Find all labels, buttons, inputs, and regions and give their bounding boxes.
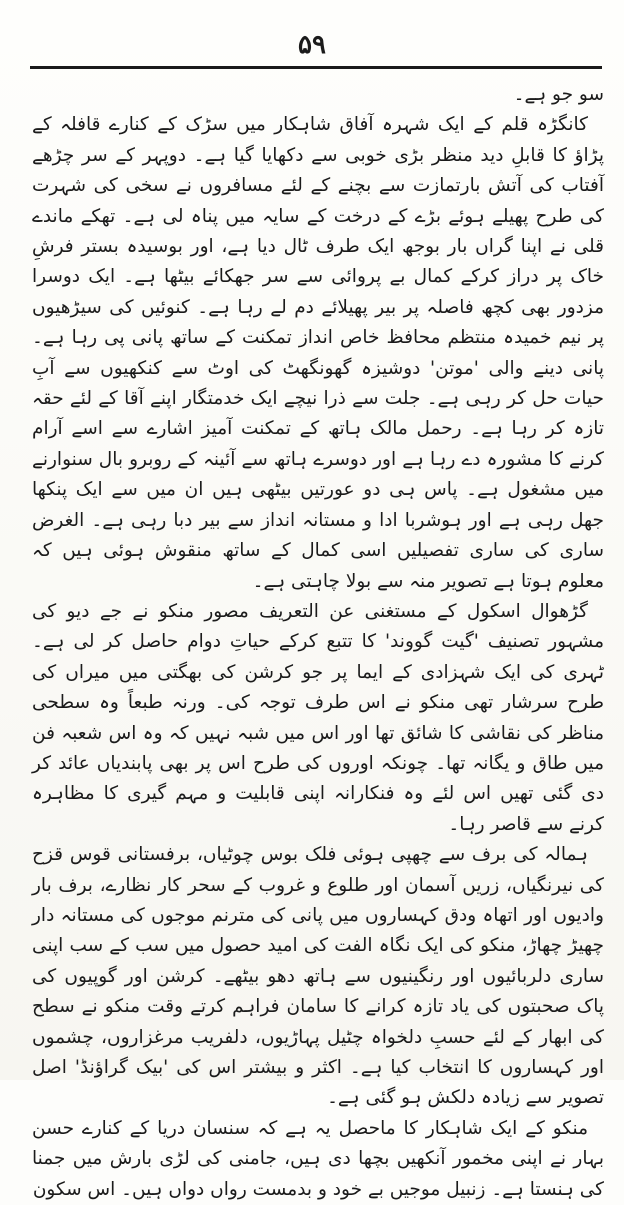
header-rule xyxy=(30,66,602,69)
page-number: ۵۹ xyxy=(298,30,326,60)
paragraph-himalaya-scenery: ہمالہ کی برف سے چھپی ہوئی فلک بوس چوٹیاں، برفستانی قوس قزح کی نیرنگیاں، زریں آسمان اور طلوع و غروب کے سحر کار نظارے، برف بار وادیوں اور اتھاہ ودق کہساروں میں پانی کی مترنم موجوں کی مستانہ دار چھیڑ چھاڑ، منکو کی ایک نگاہ الفت کی امید حصول میں سب کے سب اپنی ساری دلربائیوں اور رنگینیوں سے ہاتھ دھو بیٹھے۔ کرشن اور گوپیوں کی پاک صحبتوں کی یاد تازہ کرانے کا سامان فراہم کرتے وقت منکو نے سطح کی ابھار کے لئے حسبِ دلخواہ چٹیل پہاڑیوں، دلفریب مرغزاروں، چشموں اور کہساروں کا انتخاب کیا ہے۔ اکثر و بیشتر اس کی 'بیک گراؤنڈ' اصل تصویر سے زیادہ دلکش ہو گئی ہے۔ xyxy=(32,844,604,1109)
paragraph-manku-masterpiece: منکو کے ایک شاہکار کا ماحصل یہ ہے کہ سنسان دریا کے کنارے حسن بہار نے اپنی مخمور آنکھیں بچھا دی ہیں، جامنی کی لڑی بارش میں جمنا کی ہنستا ہے۔ زنبیل موجیں بے خود و بدمست رواں دواں ہیں۔ اس سکون xyxy=(32,1117,604,1200)
paragraph-garhwal-school: گڑھوال اسکول کے مستغنی عن التعریف مصور منکو نے جے دیو کی مشہور تصنیف 'گیت گووند' کا تتبع کرکے حیاتِ دوام حاصل کر لی ہے۔ ٹہری کی ایک شہزادی کے ایما پر جو کرشن کی بھگتی میں میراں کی طرح سرشار تھی منکو نے اس طرف توجہ کی۔ ورنہ طبعاً وہ سطحی مناظر کی نقاشی کا شائق تھا اور اس میں شبہ نہیں کہ وہ اس شعبہ فن میں طاق و یگانہ تھا۔ چونکہ اوروں کی طرح اس پر بھی پابندیاں عائد کر دی گئی تھیں اس لئے وہ فنکارانہ اپنی قابلیت و مہم گیری کا مظاہرہ کرنے سے قاصر رہا۔ xyxy=(32,600,604,835)
body-text xyxy=(32,80,604,1205)
paragraph-kangra-painting: کانگڑہ قلم کے ایک شہرہ آفاق شاہکار میں سڑک کے کنارے قافلہ کے پڑاؤ کا قابلِ دید منظر بڑی خوبی سے دکھایا گیا ہے۔ دوپہر کے سر چڑھے آفتاب کی آتش بارتمازت سے بچنے کے لئے مسافروں نے سخی کی شہرت کی طرح پھیلے ہوئے بڑے کے درخت کے سایہ میں پناہ لی ہے۔ تھکے ماندے قلی نے اپنا گراں بار بوجھ ایک طرف ٹال دیا ہے، اور بوسیدہ بستر فرشِ خاک پر دراز کرکے کمال بے پروائی سے سر جھکائے بیٹھا ہے۔ ایک دوسرا مزدور بھی کچھ فاصلہ پر بیر پھیلائے دم لے رہا ہے۔ کنوئیں کی سیڑھیوں پر نیم خمیدہ منتظم محافظ خاص انداز تمکنت کے ساتھ پانی پی رہا ہے۔ پانی دینے والی 'موتن' دوشیزہ گھونگھٹ کی اوٹ سے کنکھیوں سے آبِ حیات حل کر رہی ہے۔ جلت سے ذرا نیچے ایک خدمتگار اپنے آقا کے لئے حقہ تازہ کر رہا ہے۔ رحمل مالک ہاتھ کے تمکنت آمیز اشارے سے اسے آرام کرنے کا مشورہ دے رہا ہے اور دوسرے ہاتھ سے آئینہ کے روبرو بال سنوارنے میں مشغول ہے۔ پاس ہی دو عورتیں بیٹھی ہیں ان میں سے ایک پنکھا جھل رہی ہے اور ہوشربا ادا و مستانہ انداز سے بیر دبا رہی ہے۔ الغرض ساری کی ساری تفصیلیں اسی کمال کے ساتھ منقوش ہوئی ہیں کہ معلوم ہوتا ہے تصویر منہ سے بولا چاہتی ہے۔ xyxy=(32,114,604,592)
paragraph-continuation: سو جو ہے۔ xyxy=(513,84,604,105)
